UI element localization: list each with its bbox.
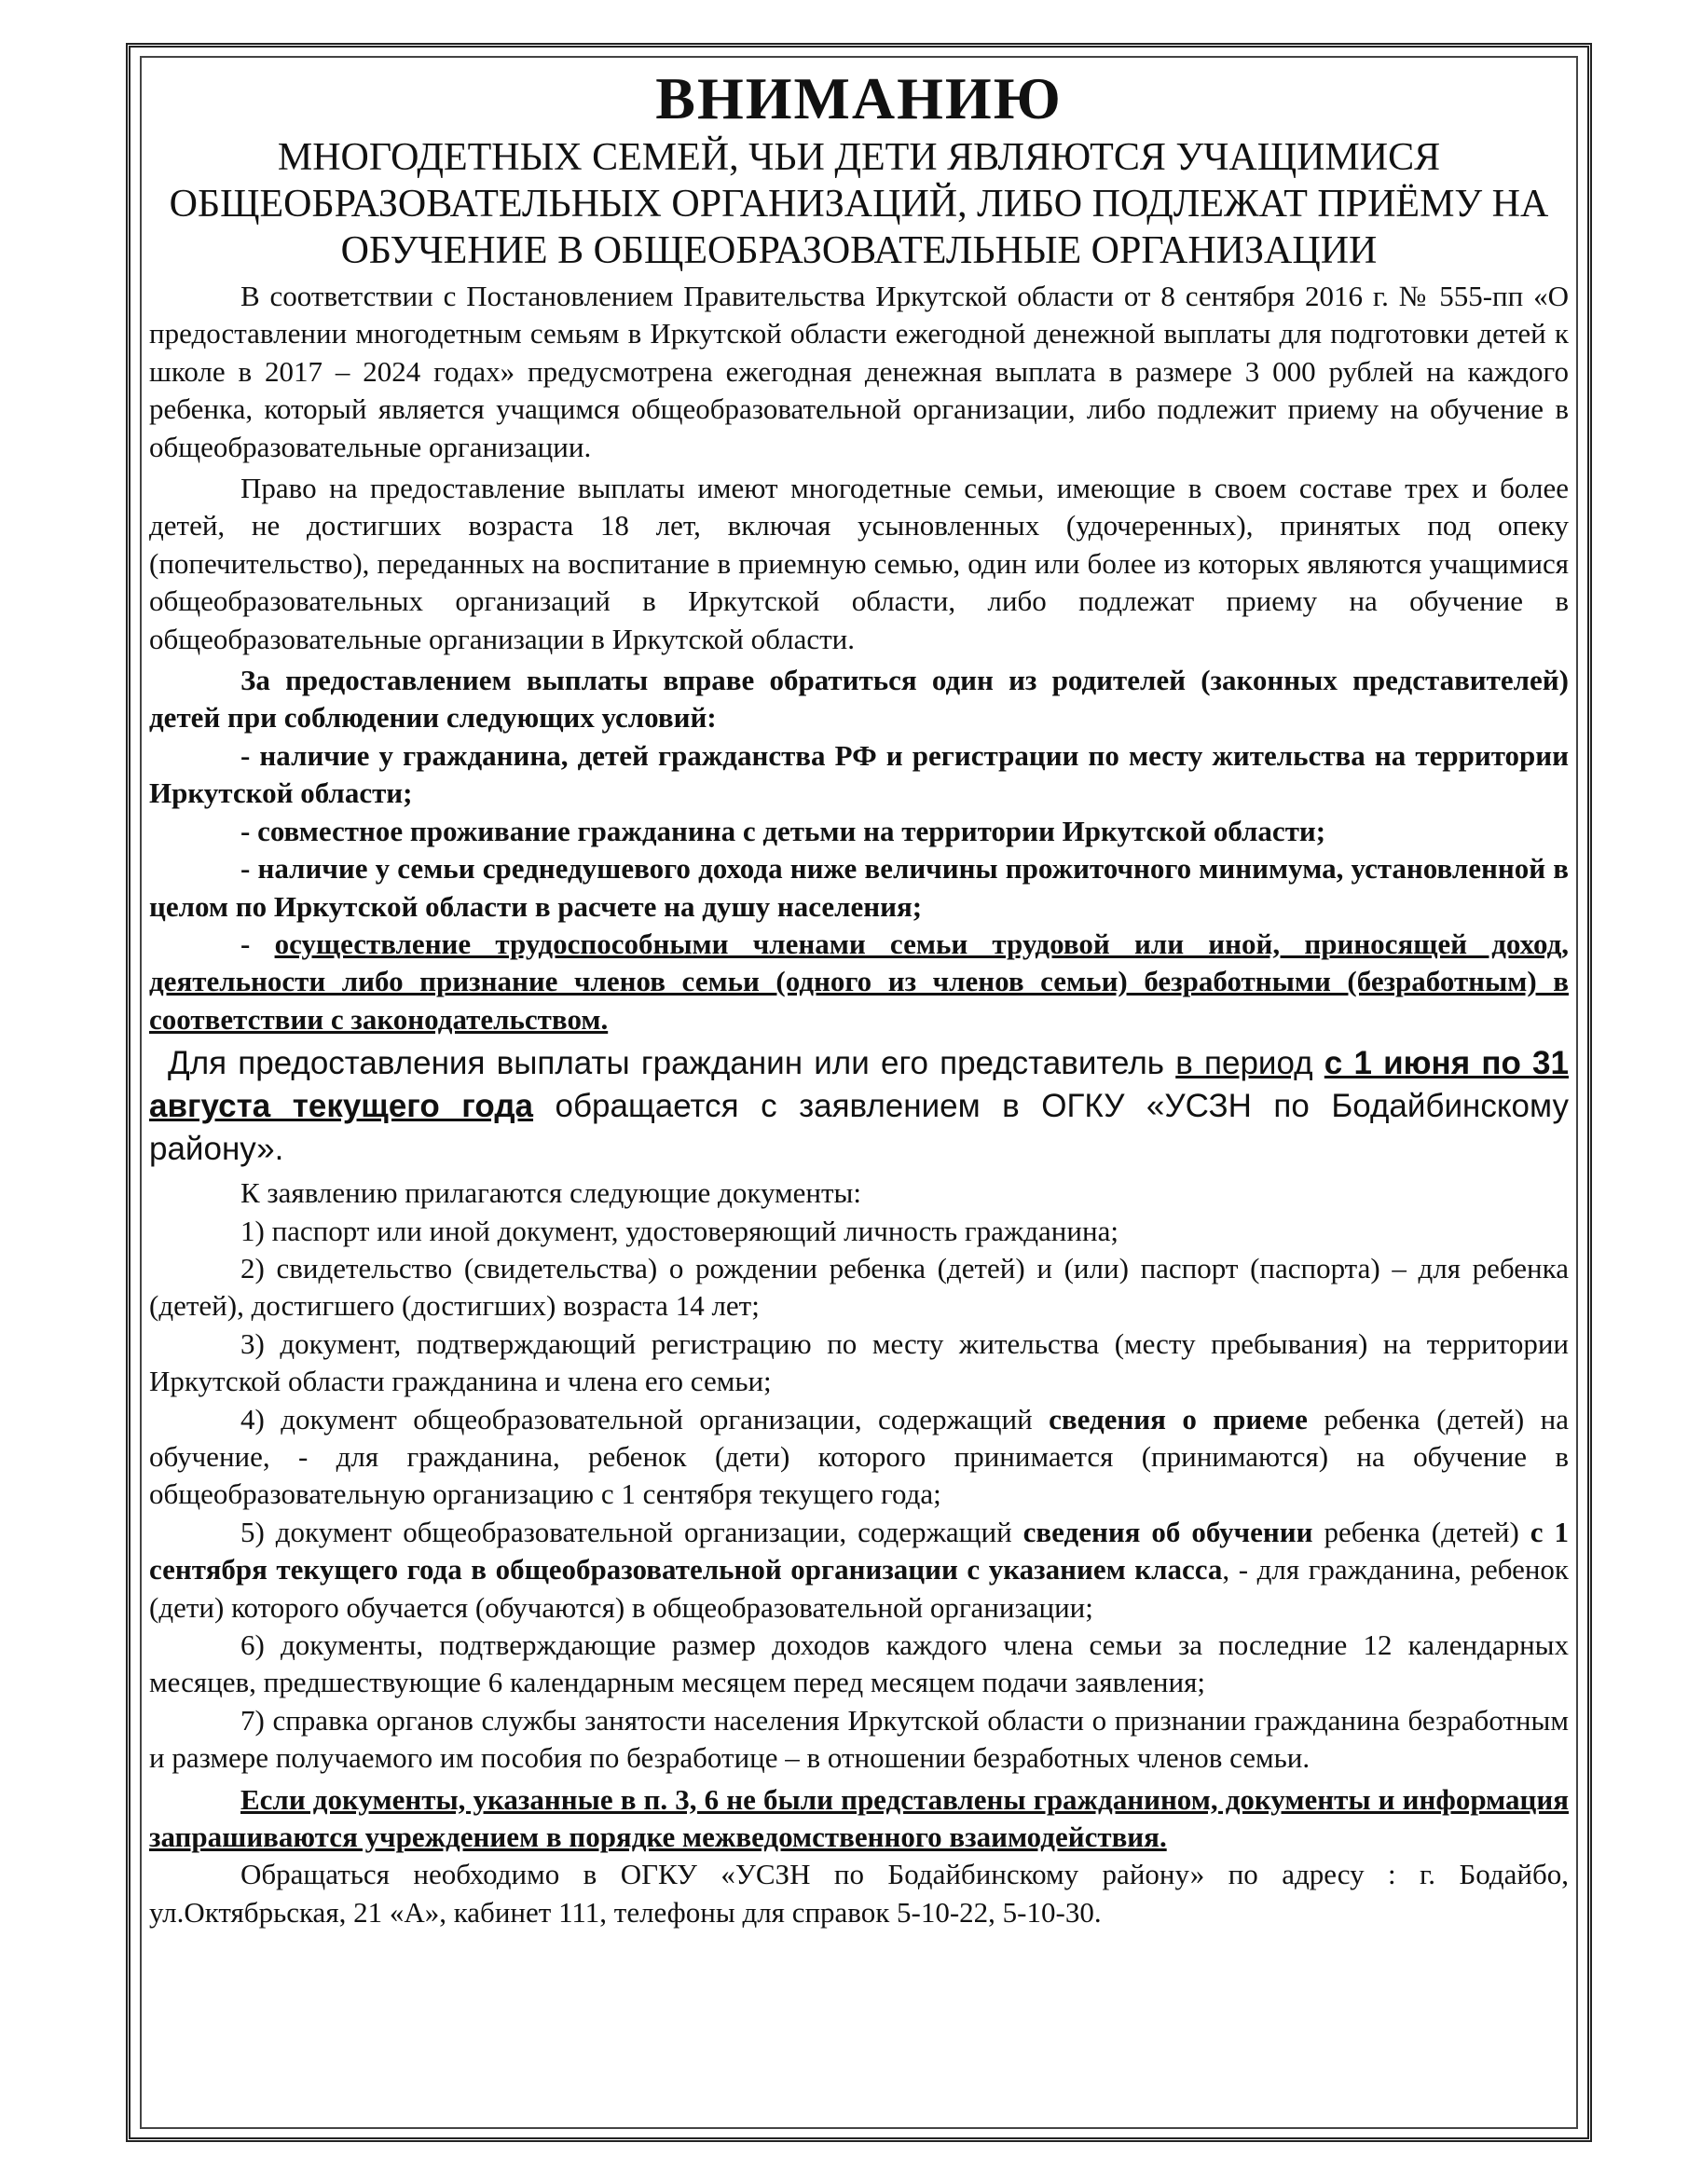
doc-item: 2) свидетельство (свидетельства) о рождении ребенка (детей) и (или) паспорт (паспорта) – для ребенка (детей), достигшего (достигших) возраста 14 лет;: [149, 1251, 1569, 1323]
condition-item: - наличие у гражданина, детей гражданства РФ и регистрации по месту жительства на территории Иркутской области;: [149, 738, 1569, 810]
docs-intro: К заявлению прилагаются следующие документы:: [240, 1176, 861, 1210]
period-dates: с 1 июня по 31 августа текущего года: [149, 1045, 1569, 1125]
doc-item: 3) документ, подтверждающий регистрацию по месту жительства (месту пребывания) на территории Иркутской области гражданина и члена его семьи;: [149, 1326, 1569, 1398]
doc4-text-1: 4) документ общеобразовательной организации, содержащий: [240, 1402, 1050, 1435]
condition-item-last: [149, 926, 1569, 1038]
condition-item: - наличие у семьи среднедушевого дохода ниже величины прожиточного минимума, установленной в целом по Иркутской области в расчете на душу населения;: [149, 852, 1569, 923]
doc5-bold-2: с 1 сентября текущего года в общеобразовательной организации с указанием класса: [149, 1515, 1569, 1586]
period-paragraph: [149, 1042, 1569, 1171]
doc4-bold: сведения о приеме: [1049, 1402, 1308, 1435]
period-text-3: обращается с заявлением в ОГКУ «УСЗН по Бодайбинскому району».: [149, 1088, 1569, 1168]
condition-item: - совместное проживание гражданина с детьми на территории Иркутской области;: [240, 814, 1326, 847]
doc-item: 1) паспорт или иной документ, удостоверяющий личность гражданина;: [240, 1214, 1118, 1247]
period-text-1: Для предоставления выплаты гражданин или его представитель: [168, 1045, 1176, 1082]
notice-subtitle: МНОГОДЕТНЫХ СЕМЕЙ, ЧЬИ ДЕТИ ЯВЛЯЮТСЯ УЧАЩИМИСЯ ОБЩЕОБРАЗОВАТЕЛЬНЫХ ОРГАНИЗАЦИЙ, ЛИБО ПОДЛЕЖАТ ПРИЁМУ НА ОБУЧЕНИЕ В ОБЩЕОБРАЗОВАТЕЛЬНЫЕ ОРГАНИЗАЦИИ: [169, 136, 1549, 272]
doc-item: [149, 1514, 1569, 1627]
doc4-text-2: ребенка (детей) на обучение, - для гражданина, ребенок (дети) которого принимается (принимаются) на обучение в общеобразовательную организацию с 1 сентября текущего года;: [149, 1402, 1570, 1511]
conditions-intro: За предоставлением выплаты вправе обратиться один из родителей (законных представителей) детей при соблюдении следующих условий:: [149, 664, 1569, 735]
doc-item: 7) справка органов службы занятости населения Иркутской области о признании гражданина безработным и размере получаемого им пособия по безработице – в отношении безработных членов семьи.: [149, 1703, 1569, 1775]
notice-title: ВНИМАНИЮ: [655, 65, 1063, 131]
doc5-text-2: ребенка (детей): [1312, 1515, 1530, 1548]
notice-content: [149, 65, 1569, 1931]
period-text-2: в период: [1175, 1045, 1313, 1082]
contact-info: Обращаться необходимо в ОГКУ «УСЗН по Бодайбинскому району» по адресу : г. Бодайбо, ул.Октябрьская, 21 «А», кабинет 111, телефоны для справок 5-10-22, 5-10-30.: [149, 1858, 1569, 1929]
eligibility-paragraph: Право на предоставление выплаты имеют многодетные семьи, имеющие в своем составе трех и более детей, не достигших возраста 18 лет, включая усыновленных (удочеренных), принятых под опеку (попечительство), переданных на воспитание в приемную семью, один или более из которых являются учащимися общеобразовательных организаций в Иркутской области, либо подлежат приему на обучение в общеобразовательные организации в Иркутской области.: [149, 472, 1569, 655]
doc-item: 6) документы, подтверждающие размер доходов каждого члена семьи за последние 12 календарных месяцев, предшествующие 6 календарным месяцем перед месяцем подачи заявления;: [149, 1628, 1569, 1699]
doc5-text-3: , - для гражданина, ребенок (дети) которого обучается (обучаются) в общеобразовательной организации;: [149, 1553, 1569, 1624]
interagency-note: Если документы, указанные в п. 3, 6 не были представлены гражданином, документы и информация запрашиваются учреждением в порядке межведомственного взаимодействия.: [149, 1782, 1569, 1854]
doc-item: [149, 1401, 1569, 1514]
doc5-bold-1: сведения об обучении: [1022, 1515, 1313, 1548]
condition-dash: -: [240, 927, 275, 960]
condition-last-text: осуществление трудоспособными членами семьи трудовой или иной, приносящей доход, деятельности либо признание членов семьи (одного из членов семьи) безработными (безработным) в соответствии с законодательством.: [149, 927, 1569, 1036]
intro-paragraph: В соответствии с Постановлением Правительства Иркутской области от 8 сентября 2016 г. № 555-пп «О предоставлении многодетным семьям в Иркутской области ежегодной денежной выплаты для подготовки детей к школе в 2017 – 2024 годах» предусмотрена ежегодная денежная выплата в размере 3 000 рублей на каждого ребенка, который является учащимся общеобразовательной организации, либо подлежит приему на обучение в общеобразовательные организации.: [149, 280, 1569, 463]
doc5-text-1: 5) документ общеобразовательной организации, содержащий: [240, 1515, 1023, 1548]
